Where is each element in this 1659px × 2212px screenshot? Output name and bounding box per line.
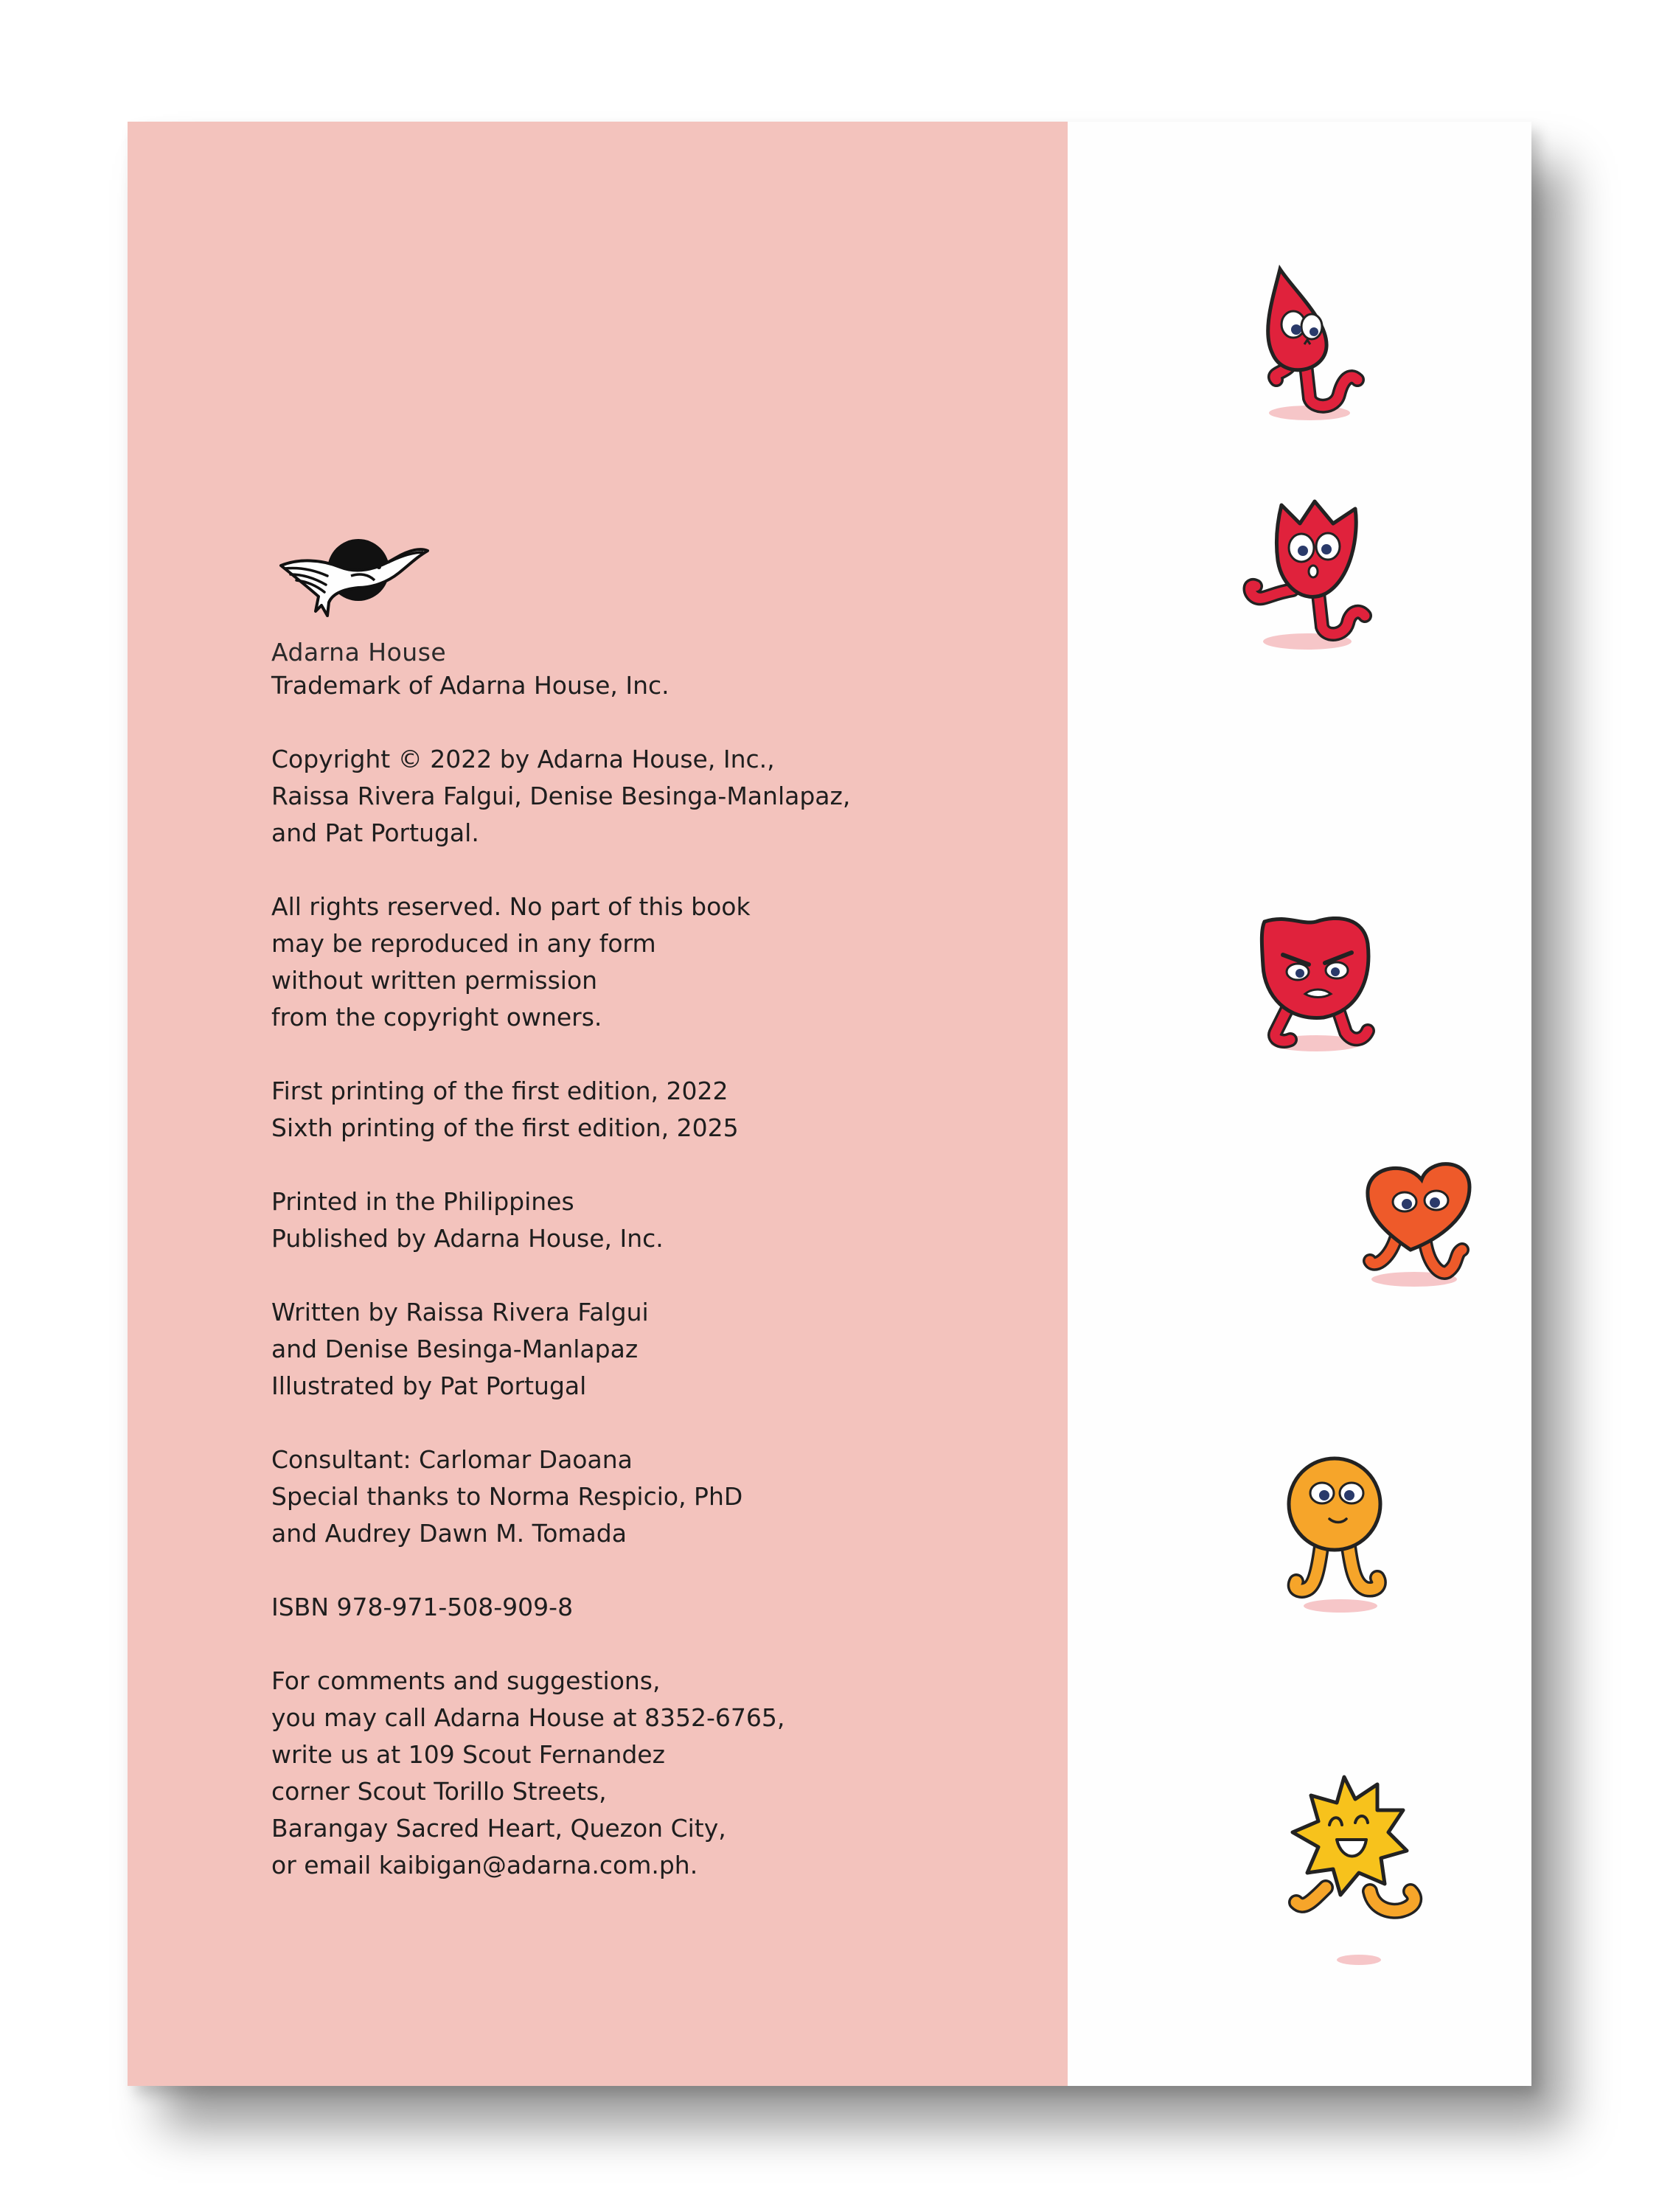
consultant-block (271, 1441, 1009, 1552)
adarna-bird-logo-icon (270, 529, 431, 625)
printing-line: Sixth printing of the first edition, 2025 (271, 1113, 739, 1142)
trademark-line: Trademark of Adarna House, Inc. (271, 671, 669, 700)
rights-line: without written permission (271, 966, 598, 995)
copyright-line: Raissa Rivera Falgui, Denise Besinga-Manlapaz, (271, 782, 851, 810)
yellow-star-character-icon (1274, 1770, 1451, 1969)
contact-line: you may call Adarna House at 8352-6765, (271, 1703, 785, 1732)
copyright-line: and Pat Portugal. (271, 818, 479, 847)
contact-block (271, 1663, 1009, 1884)
consultant-line: and Audrey Dawn M. Tomada (271, 1519, 627, 1548)
contact-line: write us at 109 Scout Fernandez (271, 1740, 665, 1769)
orange-round-character-icon (1274, 1445, 1399, 1615)
consultant-line: Special thanks to Norma Respicio, PhD (271, 1482, 743, 1511)
printing-block (271, 1073, 1009, 1147)
published-line: Published by Adarna House, Inc. (271, 1224, 664, 1253)
colophon-text (271, 667, 1009, 1921)
orange-heart-character-icon (1352, 1150, 1492, 1290)
red-drop-character-icon (1239, 262, 1372, 424)
rights-line: from the copyright owners. (271, 1003, 602, 1032)
published-block (271, 1183, 1009, 1257)
rights-line: All rights reserved. No part of this book (271, 892, 751, 921)
book-page (128, 122, 1531, 2086)
red-tulip-character-icon (1241, 490, 1396, 653)
publisher-logo-text: Adarna House (271, 638, 447, 667)
contact-line: Barangay Sacred Heart, Quezon City, (271, 1814, 726, 1843)
red-angry-character-icon (1242, 907, 1397, 1054)
contact-line: corner Scout Torillo Streets, (271, 1777, 607, 1806)
contact-line: or email kaibigan@adarna.com.ph. (271, 1851, 698, 1879)
contact-line: For comments and suggestions, (271, 1666, 661, 1695)
printing-line: First printing of the first edition, 2022 (271, 1077, 728, 1105)
credits-line: Illustrated by Pat Portugal (271, 1371, 587, 1400)
isbn-block (271, 1589, 1009, 1626)
credits-block (271, 1294, 1009, 1405)
rights-block (271, 888, 1009, 1036)
isbn-line: ISBN 978-971-508-909-8 (271, 1593, 574, 1621)
copyright-block (271, 741, 1009, 852)
copyright-line: Copyright © 2022 by Adarna House, Inc., (271, 745, 775, 773)
published-line: Printed in the Philippines (271, 1187, 574, 1216)
rights-line: may be reproduced in any form (271, 929, 656, 958)
consultant-line: Consultant: Carlomar Daoana (271, 1445, 633, 1474)
credits-line: and Denise Besinga-Manlapaz (271, 1335, 639, 1363)
trademark-block (271, 667, 1009, 704)
credits-line: Written by Raissa Rivera Falgui (271, 1298, 649, 1326)
colophon-panel (128, 122, 1068, 2086)
